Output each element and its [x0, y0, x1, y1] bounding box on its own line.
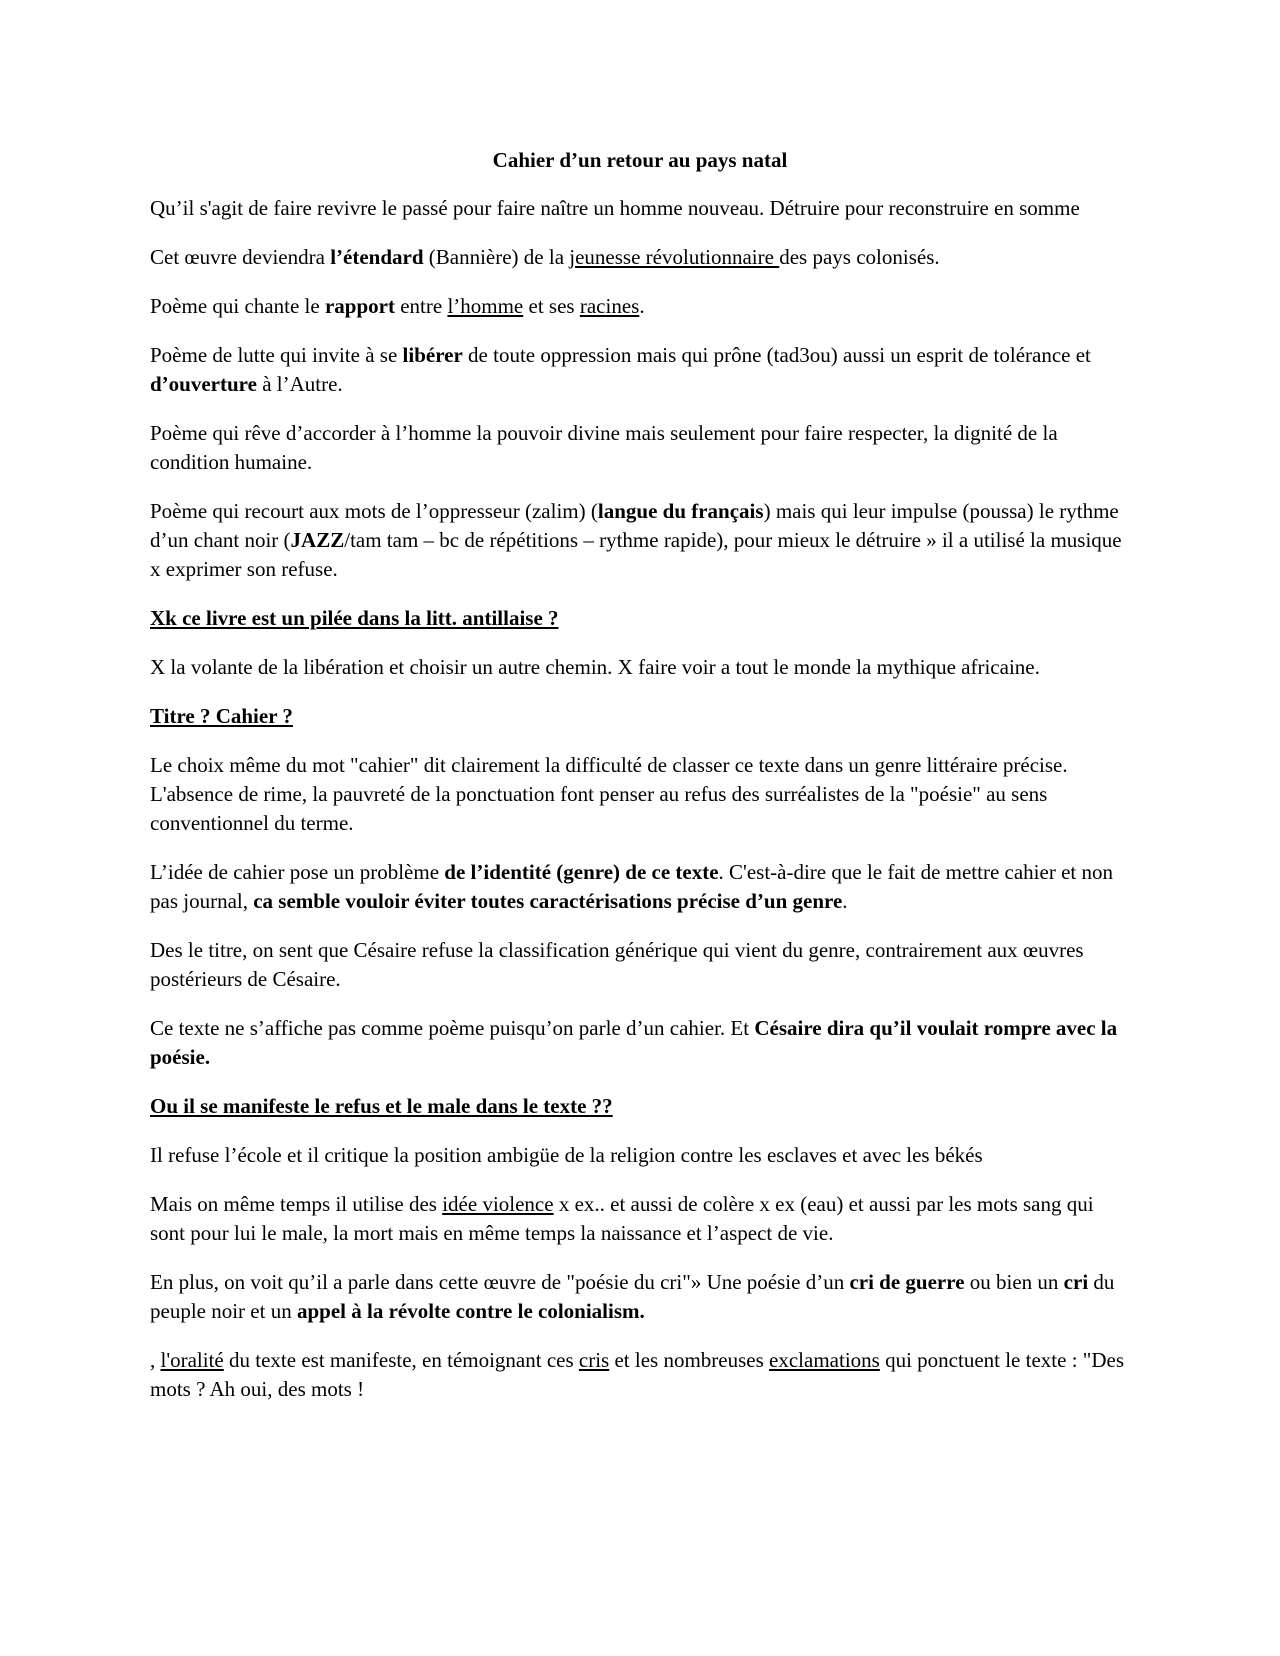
- text-run: Poème qui rêve d’accorder à l’homme la pouvoir divine mais seulement pour faire respecter, la dignité de la condition humaine.: [150, 421, 1058, 474]
- bold-text: l’étendard: [330, 245, 424, 269]
- bold-text: libérer: [402, 343, 463, 367]
- text-run: du texte est manifeste, en témoignant ces: [223, 1348, 579, 1372]
- paragraph: [150, 751, 1130, 838]
- bold-text: cri: [1063, 1270, 1089, 1294]
- text-run: L’idée de cahier pose un problème: [150, 860, 445, 884]
- text-run: Poème qui recourt aux mots de l’oppresseur (zalim) (: [150, 499, 598, 523]
- paragraph: [150, 419, 1130, 477]
- underlined-text: l’homme: [447, 294, 524, 318]
- text-run: du peuple noir et un: [150, 1270, 1115, 1323]
- text-run: /tam tam – bc de répétitions – rythme rapide), pour mieux le détruire » il a utilisé la musique x exprimer son refuse.: [150, 528, 1122, 581]
- bold-text: de l’identité (genre) de ce texte: [444, 860, 719, 884]
- paragraph: [150, 858, 1130, 916]
- paragraph: [150, 1141, 1130, 1170]
- underlined-text: l'oralité: [160, 1348, 224, 1372]
- paragraph-list: [150, 194, 1130, 1404]
- paragraph: [150, 497, 1130, 584]
- text-run: Des le titre, on sent que Césaire refuse la classification générique qui vient du genre, contrairement aux œuvres postérieurs de Césaire.: [150, 938, 1084, 991]
- section-heading: Ou il se manifeste le refus et le male dans le texte ??: [150, 1094, 613, 1118]
- paragraph: [150, 1014, 1130, 1072]
- paragraph: [150, 341, 1130, 399]
- bold-text: rapport: [324, 294, 395, 318]
- text-run: En plus, on voit qu’il a parle dans cette œuvre de "poésie du cri"» Une poésie d’un: [150, 1270, 850, 1294]
- paragraph: [150, 1346, 1130, 1404]
- text-run: Cet œuvre deviendra: [150, 245, 331, 269]
- bold-text: d’ouverture: [150, 372, 257, 396]
- underlined-text: exclamations: [769, 1348, 880, 1372]
- document-body: [150, 146, 1130, 1424]
- paragraph: [150, 1190, 1130, 1248]
- underlined-text: jeunesse révolutionnaire: [569, 245, 780, 269]
- paragraph: [150, 194, 1130, 223]
- underlined-text: racines: [579, 294, 640, 318]
- text-run: à l’Autre.: [256, 372, 343, 396]
- underlined-text: idée violence: [442, 1192, 554, 1216]
- text-run: des pays colonisés.: [779, 245, 940, 269]
- bold-text: appel à la révolte contre le colonialism.: [296, 1299, 645, 1323]
- section-heading: Titre ? Cahier ?: [150, 704, 293, 728]
- text-run: et ses: [523, 294, 580, 318]
- text-run: qui ponctuent le texte : "Des mots ? Ah oui, des mots !: [150, 1348, 1125, 1401]
- text-run: Mais on même temps il utilise des: [150, 1192, 443, 1216]
- bold-text: Césaire dira qu’il voulait rompre avec la poésie.: [150, 1016, 1118, 1069]
- paragraph: [150, 292, 1130, 321]
- underlined-text: cris: [578, 1348, 610, 1372]
- bold-text: langue du français: [597, 499, 764, 523]
- text-run: X la volante de la libération et choisir un autre chemin. X faire voir a tout le monde la mythique africaine.: [150, 655, 1040, 679]
- paragraph: [150, 1268, 1130, 1326]
- text-run: ou bien un: [964, 1270, 1064, 1294]
- text-run: .: [842, 889, 848, 913]
- document-title: Cahier d’un retour au pays natal: [492, 148, 788, 172]
- text-run: Poème qui chante le: [150, 294, 325, 318]
- section-heading: Xk ce livre est un pilée dans la litt. antillaise ?: [150, 606, 559, 630]
- text-run: de toute oppression mais qui prône (tad3ou) aussi un esprit de tolérance et: [462, 343, 1091, 367]
- text-run: . C'est-à-dire que le fait de mettre cahier et non pas journal,: [150, 860, 1113, 913]
- text-run: entre: [394, 294, 448, 318]
- text-run: Le choix même du mot "cahier" dit clairement la difficulté de classer ce texte dans un genre littéraire précise. L'absence de rime, la pauvreté de la ponctuation font penser au refus des surréalistes de la "poésie" au sens conventionnel du terme.: [150, 753, 1068, 835]
- text-run: Il refuse l’école et il critique la position ambigüe de la religion contre les esclaves et avec les békés: [150, 1143, 983, 1167]
- bold-text: JAZZ: [290, 528, 345, 552]
- paragraph: [150, 243, 1130, 272]
- text-run: .: [639, 294, 645, 318]
- paragraph: [150, 1092, 1130, 1121]
- text-run: ,: [150, 1348, 161, 1372]
- paragraph: [150, 936, 1130, 994]
- paragraph: [150, 653, 1130, 682]
- text-run: x ex.. et aussi de colère x ex (eau) et aussi par les mots sang qui sont pour lui le male, la mort mais en même temps la naissance et l’aspect de vie.: [150, 1192, 1094, 1245]
- paragraph: [150, 604, 1130, 633]
- text-run: Ce texte ne s’affiche pas comme poème puisqu’on parle d’un cahier. Et: [150, 1016, 755, 1040]
- text-run: ) mais qui leur impulse (poussa) le rythme d’un chant noir (: [150, 499, 1119, 552]
- paragraph: [150, 702, 1130, 731]
- text-run: (Bannière) de la: [423, 245, 570, 269]
- bold-text: cri de guerre: [849, 1270, 965, 1294]
- bold-text: ca semble vouloir éviter toutes caractérisations précise d’un genre: [253, 889, 843, 913]
- text-run: Poème de lutte qui invite à se: [150, 343, 403, 367]
- text-run: Qu’il s'agit de faire revivre le passé pour faire naître un homme nouveau. Détruire pour reconstruire en somme: [150, 196, 1080, 220]
- text-run: et les nombreuses: [609, 1348, 770, 1372]
